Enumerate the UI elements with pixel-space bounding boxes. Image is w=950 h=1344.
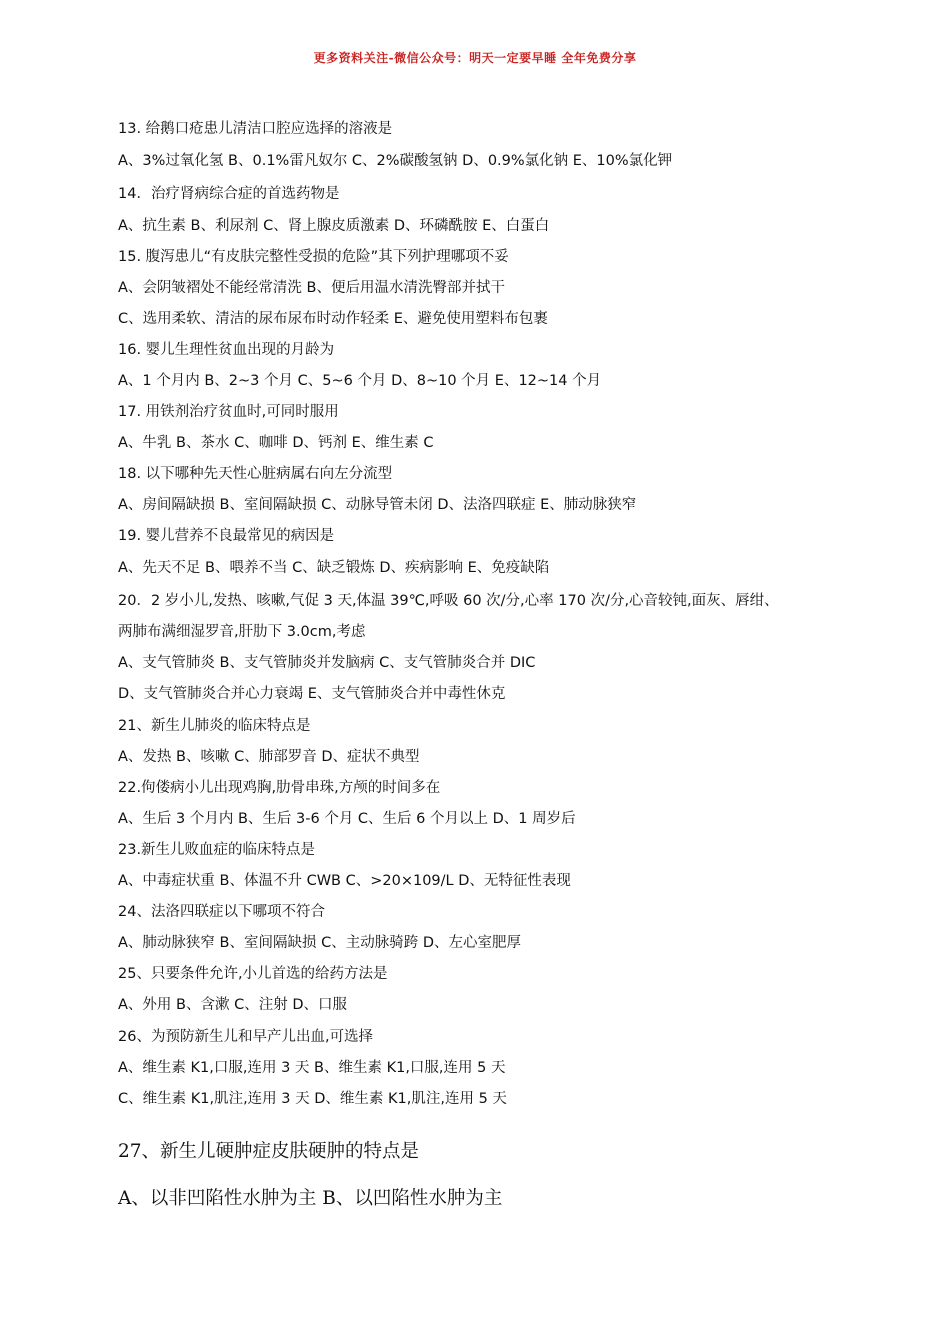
question-20-options-1: A、支气管肺炎 B、支气管肺炎并发脑病 C、支气管肺炎合并 DIC — [118, 655, 536, 671]
question-13-options: A、3%过氧化氢 B、0.1%雷凡奴尔 C、2%碳酸氢钠 D、0.9%氯化钠 E、10%氯化钾 — [118, 153, 673, 169]
question-21: 21、新生儿肺炎的临床特点是 — [118, 718, 311, 734]
question-26-options-1: A、维生素 K1,口服,连用 3 天 B、维生素 K1,口服,连用 5 天 — [118, 1060, 506, 1076]
question-23-options: A、中毒症状重 B、体温不升 CWB C、>20×109/L D、无特征性表现 — [118, 873, 571, 889]
question-14: 14．治疗肾病综合症的首选药物是 — [118, 186, 340, 202]
question-24-options: A、肺动脉狭窄 B、室间隔缺损 C、主动脉骑跨 D、左心室肥厚 — [118, 935, 521, 951]
question-24: 24、法洛四联症以下哪项不符合 — [118, 904, 325, 920]
question-14-options: A、抗生素 B、利尿剂 C、肾上腺皮质激素 D、环磷酰胺 E、白蛋白 — [118, 218, 550, 234]
question-26: 26、为预防新生儿和早产儿出血,可选择 — [118, 1029, 374, 1045]
question-20-options-2: D、支气管肺炎合并心力衰竭 E、支气管肺炎合并中毒性休克 — [118, 686, 506, 702]
question-17: 17. 用铁剂治疗贫血时,可同时服用 — [118, 404, 339, 420]
page-header-banner: 更多资料关注-微信公众号：明天一定要早睡 全年免费分享 — [313, 51, 637, 65]
question-23: 23.新生儿败血症的临床特点是 — [118, 842, 316, 858]
question-15: 15. 腹泻患儿“有皮肤完整性受损的危险”其下列护理哪项不妥 — [118, 249, 509, 265]
question-13: 13. 给鹅口疮患儿清洁口腔应选择的溶液是 — [118, 121, 393, 137]
question-16: 16. 婴儿生理性贫血出现的月龄为 — [118, 342, 335, 358]
question-25-options: A、外用 B、含漱 C、注射 D、口服 — [118, 997, 347, 1013]
question-15-options-2: C、选用柔软、清洁的尿布尿布时动作轻柔 E、避免使用塑料布包裹 — [118, 311, 548, 327]
question-22: 22.佝偻病小儿出现鸡胸,肋骨串珠,方颅的时间多在 — [118, 780, 441, 796]
question-26-options-2: C、维生素 K1,肌注,连用 3 天 D、维生素 K1,肌注,连用 5 天 — [118, 1091, 507, 1107]
question-19: 19. 婴儿营养不良最常见的病因是 — [118, 528, 335, 544]
question-18: 18. 以下哪种先天性心脏病属右向左分流型 — [118, 466, 393, 482]
question-19-options: A、先天不足 B、喂养不当 C、缺乏锻炼 D、疾病影响 E、免疫缺陷 — [118, 560, 550, 576]
question-20: 20．2 岁小儿,发热、咳嗽,气促 3 天,体温 39℃,呼吸 60 次/分,心率 170 次/分,心音较钝,面灰、唇绀、 — [118, 593, 779, 609]
question-25: 25、只要条件允许,小儿首选的给药方法是 — [118, 966, 388, 982]
question-18-options: A、房间隔缺损 B、室间隔缺损 C、动脉导管未闭 D、法洛四联症 E、肺动脉狭窄 — [118, 497, 637, 513]
question-21-options: A、发热 B、咳嗽 C、肺部罗音 D、症状不典型 — [118, 749, 420, 765]
question-17-options: A、牛乳 B、茶水 C、咖啡 D、钙剂 E、维生素 C — [118, 435, 434, 451]
question-22-options: A、生后 3 个月内 B、生后 3-6 个月 C、生后 6 个月以上 D、1 周岁后 — [118, 811, 576, 827]
question-16-options: A、1 个月内 B、2~3 个月 C、5~6 个月 D、8~10 个月 E、12~14 个月 — [118, 373, 602, 389]
question-27-options: A、以非凹陷性水肿为主 B、以凹陷性水肿为主 — [118, 1188, 503, 1209]
question-20-cont: 两肺布满细湿罗音,肝肋下 3.0cm,考虑 — [118, 624, 366, 640]
question-27: 27、新生儿硬肿症皮肤硬肿的特点是 — [118, 1141, 420, 1162]
question-15-options-1: A、会阴皱褶处不能经常清洗 B、便后用温水清洗臀部并拭干 — [118, 280, 505, 296]
